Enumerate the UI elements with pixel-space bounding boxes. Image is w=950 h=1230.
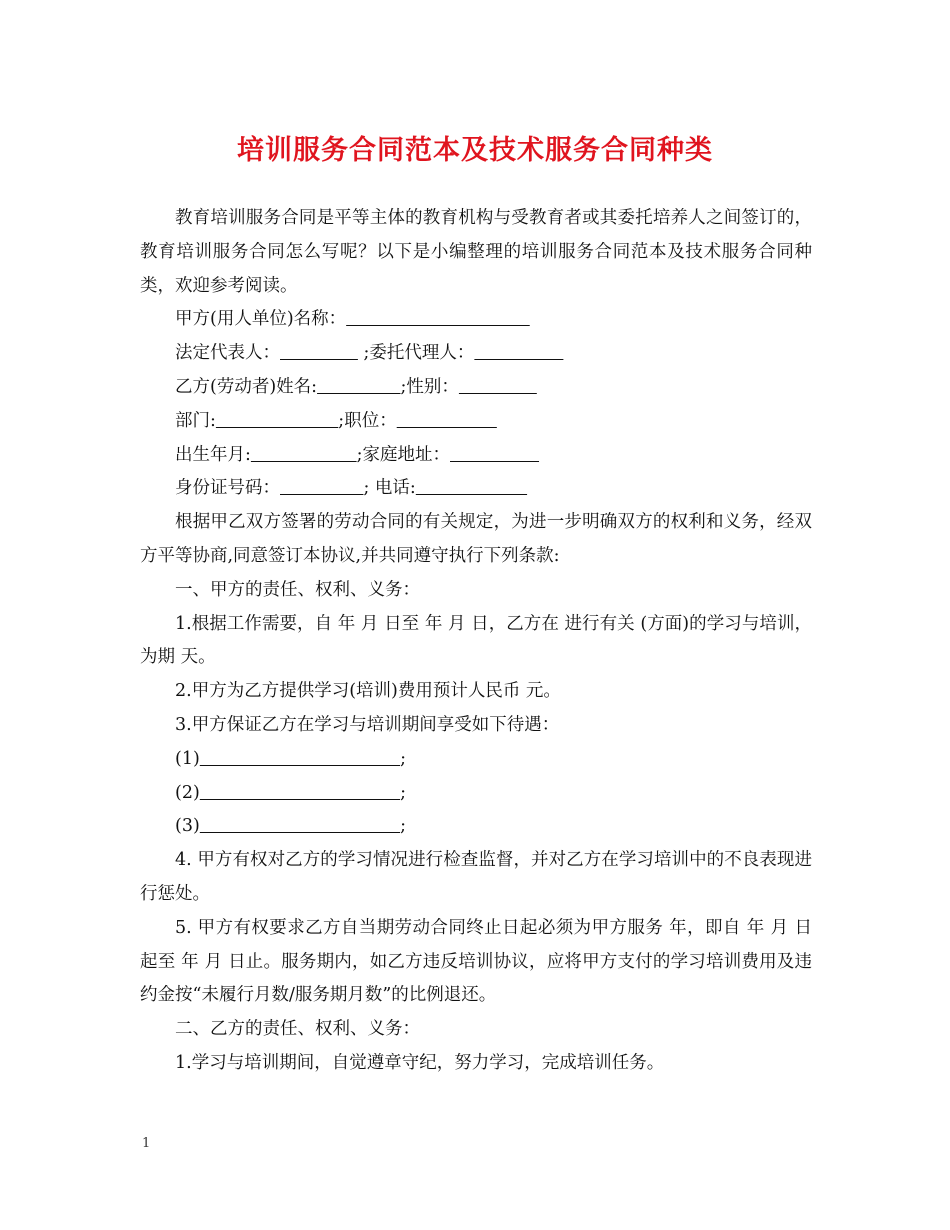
clause-b-1: 1.学习与培训期间，自觉遵章守纪，努力学习，完成培训任务。 — [175, 1052, 665, 1073]
gender-label: ;性别： — [400, 376, 459, 397]
legal-rep-blank — [280, 343, 358, 363]
id-label: 身份证号码： — [175, 478, 280, 499]
benefit-line-3 — [140, 810, 812, 844]
party-a-line — [140, 303, 812, 337]
department-blank — [216, 411, 338, 431]
benefit-2-end: ; — [400, 782, 406, 803]
section-heading-b: 二、乙方的责任、权利、义务： — [175, 1019, 420, 1040]
section-heading-a: 一、甲方的责任、权利、义务： — [175, 579, 420, 600]
benefit-line-2 — [140, 777, 812, 811]
address-blank — [450, 445, 539, 465]
clause-a-3: 3.甲方保证乙方在学习与培训期间享受如下待遇： — [175, 714, 560, 735]
clause-a-2: 2.甲方为乙方提供学习(培训)费用预计人民币 元。 — [175, 681, 561, 702]
legal-rep-line — [140, 337, 812, 371]
party-b-blank — [317, 377, 400, 397]
position-label: ;职位： — [338, 410, 397, 431]
page-number: 1 — [142, 1136, 151, 1151]
party-a-blank — [346, 309, 530, 329]
legal-rep-label: 法定代表人： — [175, 343, 280, 364]
benefit-1-label: (1) — [175, 748, 200, 769]
benefit-2-label: (2) — [175, 782, 200, 803]
benefit-1-end: ; — [400, 748, 406, 769]
phone-blank — [416, 478, 527, 498]
department-line — [140, 405, 812, 439]
benefit-3-label: (3) — [175, 816, 200, 837]
party-b-label: 乙方(劳动者)姓名: — [175, 376, 318, 397]
party-b-line — [140, 371, 812, 405]
id-blank — [280, 478, 363, 498]
id-line — [140, 472, 812, 506]
birth-label: 出生年月: — [175, 444, 251, 465]
preamble-paragraph: 根据甲乙双方签署的劳动合同的有关规定，为进一步明确双方的权利和义务，经双方平等协商,同意签订本协议,并共同遵守执行下列条款: — [140, 512, 812, 566]
party-a-label: 甲方(用人单位)名称： — [175, 309, 347, 330]
document-body — [140, 202, 812, 1081]
benefit-line-1 — [140, 743, 812, 777]
benefit-2-blank — [200, 783, 400, 803]
benefit-3-blank — [200, 816, 400, 836]
birth-line — [140, 439, 812, 473]
intro-paragraph: 教育培训服务合同是平等主体的教育机构与受教育者或其委托培养人之间签订的，教育培训服务合同怎么写呢？以下是小编整理的培训服务合同范本及技术服务合同种类，欢迎参考阅读。 — [140, 208, 812, 296]
agent-label: ;委托代理人： — [363, 343, 475, 364]
clause-a-5: 5. 甲方有权要求乙方自当期劳动合同终止日起必须为甲方服务 年，即自 年 月 日起至 年 月 日止。服务期内，如乙方违反培训协议，应将甲方支付的学习培训费用及违约金按“未履行月数/服务期月数”的比例退还。 — [140, 917, 812, 1006]
clause-a-4: 4. 甲方有权对乙方的学习情况进行检查监督，并对乙方在学习培训中的不良表现进行惩处。 — [140, 850, 812, 904]
position-blank — [397, 411, 497, 431]
department-label: 部门: — [175, 410, 216, 431]
agent-blank — [474, 343, 563, 363]
phone-label: ; 电话: — [363, 478, 416, 499]
benefit-1-blank — [200, 749, 400, 769]
benefit-3-end: ; — [400, 816, 406, 837]
document-title: 培训服务合同范本及技术服务合同种类 — [237, 135, 713, 166]
gender-blank — [459, 377, 537, 397]
clause-a-1: 1.根据工作需要，自 年 月 日至 年 月 日，乙方在 进行有关 (方面)的学习与培训，为期 天。 — [140, 613, 812, 668]
address-label: ;家庭地址： — [356, 444, 451, 465]
birth-blank — [251, 445, 357, 465]
